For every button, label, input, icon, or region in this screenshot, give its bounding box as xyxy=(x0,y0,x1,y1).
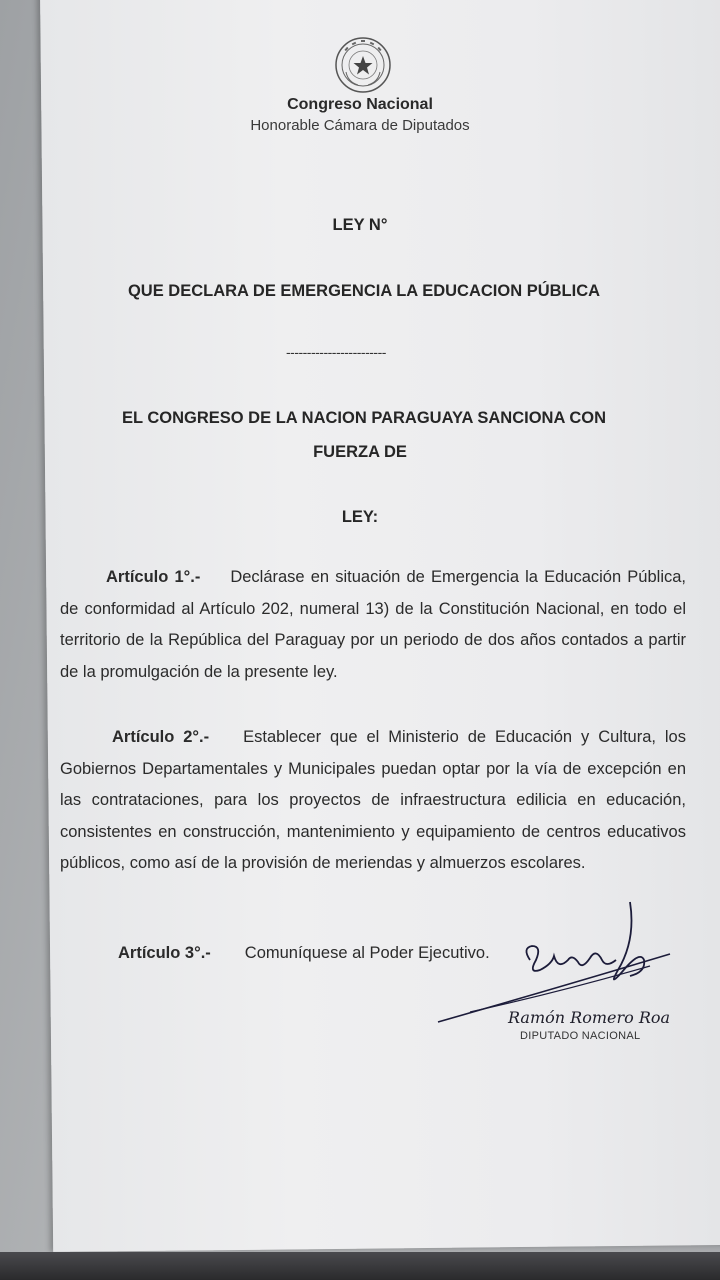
enacting-clause-line3: LEY: xyxy=(341,508,379,526)
institution-name: Congreso Nacional xyxy=(287,96,433,113)
national-seal-icon xyxy=(334,36,392,94)
article-3-label: Artículo 3°.- xyxy=(118,944,211,962)
law-number: LEY N° xyxy=(332,216,388,234)
separator: ------------------------ xyxy=(286,344,386,360)
article-2-label: Artículo 2°.- xyxy=(112,728,210,746)
law-title: QUE DECLARA DE EMERGENCIA LA EDUCACION PÚBLICA xyxy=(127,282,601,300)
signatory-name: Ramón Romero Roa xyxy=(508,1008,671,1027)
enacting-clause-line2: FUERZA DE xyxy=(313,443,407,461)
article-3-text: Comuníquese al Poder Ejecutivo. xyxy=(244,944,490,962)
signatory-role: DIPUTADO NACIONAL xyxy=(520,1030,641,1042)
article-1-text: Declárase en situación de Emergencia la Educación Pública, de conformidad al Artículo 202, numeral 13) de la Constitución Nacional, en todo el territorio de la República del Paraguay por un periodo de dos años contados a partir de la promulgación de la presente ley. xyxy=(60,568,686,681)
article-1-label: Artículo 1°.- xyxy=(106,568,201,586)
article-1 xyxy=(60,562,686,688)
enacting-clause-line1: EL CONGRESO DE LA NACION PARAGUAYA SANCIONA CON xyxy=(121,409,607,427)
article-2-text: Establecer que el Ministerio de Educación y Cultura, los Gobiernos Departamentales y Municipales puedan optar por la vía de excepción en las contrataciones, para los proyectos de infraestructura edilicia en educación, consistentes en construcción, mantenimiento y equipamiento de centros educativos públicos, como así de la provisión de meriendas y almuerzos escolares. xyxy=(60,728,686,872)
chamber-name: Honorable Cámara de Diputados xyxy=(250,117,470,134)
article-2 xyxy=(60,722,686,880)
